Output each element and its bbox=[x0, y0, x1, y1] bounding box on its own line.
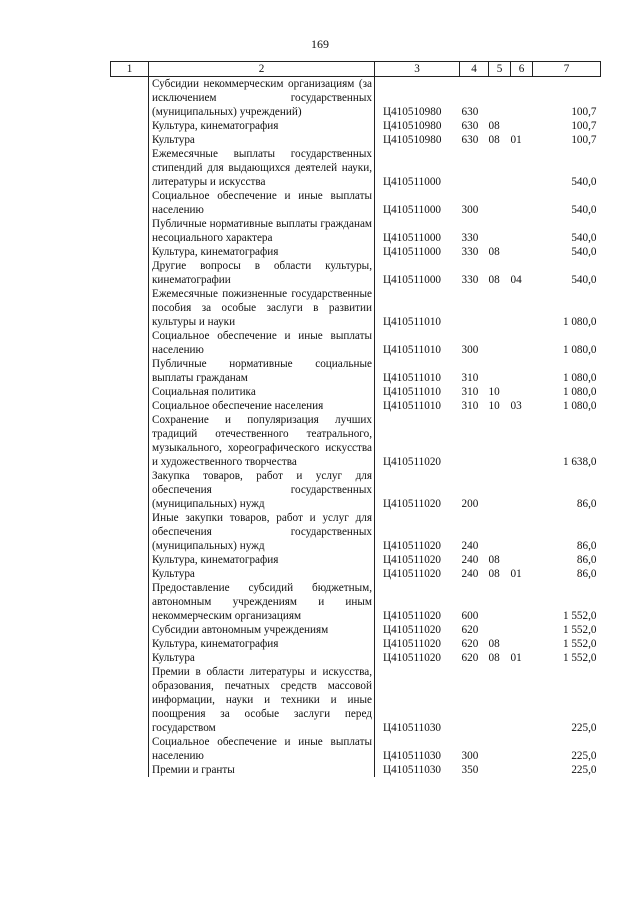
cell-empty bbox=[111, 189, 149, 217]
cell-name: Культура, кинематография bbox=[149, 553, 375, 567]
budget-table bbox=[110, 61, 601, 777]
cell-k4: 600 bbox=[461, 610, 479, 622]
cell-name: Иные закупки товаров, работ и услуг для обеспечения государственных (муниципальных) нужд bbox=[149, 511, 375, 553]
table-row bbox=[111, 413, 601, 469]
cell-k6 bbox=[511, 287, 533, 329]
cell-empty bbox=[111, 567, 149, 581]
cell-k6 bbox=[511, 357, 533, 385]
cell-amount: 86,0 bbox=[576, 554, 597, 566]
cell-k5: 08 bbox=[488, 638, 500, 650]
cell-k5: 10 bbox=[488, 400, 500, 412]
table-row bbox=[111, 399, 601, 413]
cell-name: Закупка товаров, работ и услуг для обеспечения государственных (муниципальных) нужд bbox=[149, 469, 375, 511]
cell-empty bbox=[111, 329, 149, 357]
table-row bbox=[111, 329, 601, 357]
column-header: 7 bbox=[533, 62, 601, 77]
cell-name: Культура bbox=[149, 133, 375, 147]
cell-empty bbox=[111, 651, 149, 665]
cell-name: Сохранение и популяризация лучших традиций отечественного театрального, музыкального, хореографического искусства и художественного творчества bbox=[149, 413, 375, 469]
cell-empty bbox=[111, 469, 149, 511]
cell-code: Ц410511000 bbox=[383, 274, 442, 286]
cell-name: Социальное обеспечение населения bbox=[149, 399, 375, 413]
cell-k5 bbox=[489, 413, 511, 469]
cell-amount: 86,0 bbox=[576, 540, 597, 552]
cell-k6: 01 bbox=[510, 134, 522, 146]
cell-empty bbox=[111, 147, 149, 189]
cell-code: Ц410511010 bbox=[383, 400, 442, 412]
cell-amount: 100,7 bbox=[571, 120, 597, 132]
cell-k4: 240 bbox=[461, 554, 479, 566]
cell-code: Ц410511020 bbox=[383, 624, 442, 636]
cell-empty bbox=[111, 763, 149, 777]
cell-amount: 1 080,0 bbox=[562, 400, 597, 412]
cell-empty bbox=[111, 133, 149, 147]
cell-name: Премии и гранты bbox=[149, 763, 375, 777]
table-row bbox=[111, 469, 601, 511]
column-header: 2 bbox=[149, 62, 375, 77]
cell-k5 bbox=[489, 623, 511, 637]
table-row bbox=[111, 567, 601, 581]
cell-code: Ц410511020 bbox=[383, 554, 442, 566]
cell-k6 bbox=[511, 553, 533, 567]
cell-k6 bbox=[511, 147, 533, 189]
cell-code: Ц410511000 bbox=[383, 204, 442, 216]
cell-amount: 1 080,0 bbox=[562, 386, 597, 398]
table-row bbox=[111, 385, 601, 399]
cell-k6 bbox=[511, 189, 533, 217]
cell-amount: 1 552,0 bbox=[562, 624, 597, 636]
cell-amount: 225,0 bbox=[571, 764, 597, 776]
cell-k6 bbox=[511, 623, 533, 637]
cell-code: Ц410511020 bbox=[383, 568, 442, 580]
table-row bbox=[111, 357, 601, 385]
cell-k6: 03 bbox=[510, 400, 522, 412]
cell-amount: 1 080,0 bbox=[562, 372, 597, 384]
cell-k6 bbox=[511, 77, 533, 120]
cell-k6 bbox=[511, 385, 533, 399]
cell-k6 bbox=[511, 217, 533, 245]
table-row bbox=[111, 763, 601, 777]
cell-k4: 200 bbox=[461, 498, 479, 510]
cell-k4: 310 bbox=[461, 372, 479, 384]
table-row bbox=[111, 189, 601, 217]
cell-k5: 08 bbox=[488, 652, 500, 664]
cell-amount: 225,0 bbox=[571, 750, 597, 762]
cell-code: Ц410511010 bbox=[383, 386, 442, 398]
cell-amount: 540,0 bbox=[571, 274, 597, 286]
cell-k5 bbox=[489, 147, 511, 189]
cell-k4: 330 bbox=[461, 274, 479, 286]
cell-code: Ц410510980 bbox=[383, 120, 442, 132]
cell-empty bbox=[111, 119, 149, 133]
cell-name: Культура bbox=[149, 567, 375, 581]
cell-k5: 08 bbox=[488, 568, 500, 580]
cell-empty bbox=[111, 385, 149, 399]
cell-k6 bbox=[511, 469, 533, 511]
table-row bbox=[111, 259, 601, 287]
cell-k5 bbox=[489, 735, 511, 763]
cell-code: Ц410511000 bbox=[383, 246, 442, 258]
table-row bbox=[111, 665, 601, 735]
cell-name: Социальное обеспечение и иные выплаты населению bbox=[149, 329, 375, 357]
cell-k6: 01 bbox=[510, 652, 522, 664]
cell-k4: 620 bbox=[461, 638, 479, 650]
cell-k5 bbox=[489, 511, 511, 553]
cell-amount: 1 080,0 bbox=[562, 316, 597, 328]
cell-name: Публичные нормативные выплаты гражданам несоциального характера bbox=[149, 217, 375, 245]
cell-code: Ц410511010 bbox=[383, 372, 442, 384]
cell-k6 bbox=[511, 581, 533, 623]
column-header: 4 bbox=[460, 62, 489, 77]
cell-amount: 225,0 bbox=[571, 722, 597, 734]
cell-code: Ц410511020 bbox=[383, 638, 442, 650]
table-row bbox=[111, 511, 601, 553]
table-row bbox=[111, 217, 601, 245]
cell-amount: 1 552,0 bbox=[562, 610, 597, 622]
cell-k4: 330 bbox=[461, 232, 479, 244]
cell-k5: 08 bbox=[488, 246, 500, 258]
cell-k5: 08 bbox=[488, 554, 500, 566]
cell-code: Ц410511020 bbox=[383, 540, 442, 552]
cell-k6 bbox=[511, 637, 533, 651]
cell-amount: 1 552,0 bbox=[562, 652, 597, 664]
column-number-header bbox=[111, 62, 601, 77]
cell-k6: 01 bbox=[510, 568, 522, 580]
cell-k4: 300 bbox=[461, 204, 479, 216]
cell-k4 bbox=[460, 665, 489, 735]
cell-k4: 310 bbox=[461, 400, 479, 412]
cell-code: Ц410511030 bbox=[383, 722, 442, 734]
cell-empty bbox=[111, 217, 149, 245]
cell-code: Ц410510980 bbox=[383, 106, 442, 118]
cell-amount: 540,0 bbox=[571, 232, 597, 244]
cell-k5 bbox=[489, 469, 511, 511]
cell-empty bbox=[111, 735, 149, 763]
cell-code: Ц410511020 bbox=[383, 610, 442, 622]
cell-name: Ежемесячные пожизненные государственные пособия за особые заслуги в развитии культуры и науки bbox=[149, 287, 375, 329]
cell-k4: 620 bbox=[461, 624, 479, 636]
table-row bbox=[111, 77, 601, 120]
cell-k4: 310 bbox=[461, 386, 479, 398]
column-header: 6 bbox=[511, 62, 533, 77]
cell-k5 bbox=[489, 665, 511, 735]
cell-amount: 100,7 bbox=[571, 106, 597, 118]
cell-name: Социальное обеспечение и иные выплаты населению bbox=[149, 735, 375, 763]
cell-k4 bbox=[460, 147, 489, 189]
cell-name: Социальное обеспечение и иные выплаты населению bbox=[149, 189, 375, 217]
table-row bbox=[111, 287, 601, 329]
cell-code: Ц410511020 bbox=[383, 498, 442, 510]
table-row bbox=[111, 651, 601, 665]
cell-k5: 08 bbox=[488, 274, 500, 286]
cell-k6 bbox=[511, 511, 533, 553]
table-row bbox=[111, 581, 601, 623]
cell-k4: 630 bbox=[461, 106, 479, 118]
cell-k5 bbox=[489, 287, 511, 329]
cell-k4: 330 bbox=[461, 246, 479, 258]
cell-empty bbox=[111, 665, 149, 735]
cell-k5 bbox=[489, 77, 511, 120]
cell-k5 bbox=[489, 357, 511, 385]
cell-k4: 630 bbox=[461, 120, 479, 132]
cell-code: Ц410511030 bbox=[383, 750, 442, 762]
table-row bbox=[111, 623, 601, 637]
cell-amount: 86,0 bbox=[576, 498, 597, 510]
cell-empty bbox=[111, 399, 149, 413]
page-number: 169 bbox=[311, 37, 329, 51]
cell-k4: 240 bbox=[461, 540, 479, 552]
cell-amount: 1 080,0 bbox=[562, 344, 597, 356]
cell-k6 bbox=[511, 413, 533, 469]
cell-code: Ц410511020 bbox=[383, 652, 442, 664]
cell-k5: 08 bbox=[488, 134, 500, 146]
cell-empty bbox=[111, 413, 149, 469]
table-row bbox=[111, 133, 601, 147]
cell-k4: 630 bbox=[461, 134, 479, 146]
cell-k6 bbox=[511, 329, 533, 357]
table-body bbox=[111, 77, 601, 778]
cell-k6 bbox=[511, 735, 533, 763]
cell-name: Другие вопросы в области культуры, кинематографии bbox=[149, 259, 375, 287]
cell-amount: 1 638,0 bbox=[562, 456, 597, 468]
cell-amount: 100,7 bbox=[571, 134, 597, 146]
cell-k4: 350 bbox=[461, 764, 479, 776]
column-header: 3 bbox=[375, 62, 460, 77]
cell-k5 bbox=[489, 329, 511, 357]
cell-k4: 620 bbox=[461, 652, 479, 664]
cell-name: Предоставление субсидий бюджетным, автономным учреждениям и иным некоммерческим организациям bbox=[149, 581, 375, 623]
cell-k6 bbox=[511, 665, 533, 735]
cell-k6: 04 bbox=[510, 274, 522, 286]
cell-k5: 10 bbox=[488, 386, 500, 398]
cell-k6 bbox=[511, 763, 533, 777]
cell-amount: 540,0 bbox=[571, 204, 597, 216]
cell-name: Субсидии некоммерческим организациям (за исключением государственных (муниципальных) учреждений) bbox=[149, 77, 375, 120]
table-row bbox=[111, 147, 601, 189]
cell-name: Культура, кинематография bbox=[149, 119, 375, 133]
cell-name: Премии в области литературы и искусства, образования, печатных средств массовой информации, науки и техники и иные поощрения за особые заслуги перед государством bbox=[149, 665, 375, 735]
cell-amount: 540,0 bbox=[571, 176, 597, 188]
column-header: 5 bbox=[489, 62, 511, 77]
cell-code: Ц410510980 bbox=[383, 134, 442, 146]
cell-k5: 08 bbox=[488, 120, 500, 132]
cell-amount: 540,0 bbox=[571, 246, 597, 258]
cell-k5 bbox=[489, 189, 511, 217]
cell-name: Культура, кинематография bbox=[149, 637, 375, 651]
cell-empty bbox=[111, 511, 149, 553]
cell-empty bbox=[111, 77, 149, 120]
cell-k4 bbox=[460, 413, 489, 469]
cell-code: Ц410511010 bbox=[383, 344, 442, 356]
cell-empty bbox=[111, 245, 149, 259]
cell-k5 bbox=[489, 217, 511, 245]
cell-empty bbox=[111, 287, 149, 329]
cell-amount: 1 552,0 bbox=[562, 638, 597, 650]
cell-k6 bbox=[511, 245, 533, 259]
cell-k6 bbox=[511, 119, 533, 133]
table-row bbox=[111, 119, 601, 133]
cell-empty bbox=[111, 259, 149, 287]
cell-name: Субсидии автономным учреждениям bbox=[149, 623, 375, 637]
cell-code: Ц410511000 bbox=[383, 176, 442, 188]
cell-k4 bbox=[460, 287, 489, 329]
table-row bbox=[111, 553, 601, 567]
cell-code: Ц410511030 bbox=[383, 764, 442, 776]
cell-code: Ц410511020 bbox=[383, 456, 442, 468]
cell-empty bbox=[111, 357, 149, 385]
cell-code: Ц410511000 bbox=[383, 232, 442, 244]
cell-name: Социальная политика bbox=[149, 385, 375, 399]
cell-empty bbox=[111, 623, 149, 637]
table-row bbox=[111, 735, 601, 763]
cell-k5 bbox=[489, 581, 511, 623]
cell-name: Культура, кинематография bbox=[149, 245, 375, 259]
cell-name: Ежемесячные выплаты государственных стипендий для выдающихся деятелей науки, литературы и искусства bbox=[149, 147, 375, 189]
cell-code: Ц410511010 bbox=[383, 316, 442, 328]
cell-k4: 300 bbox=[461, 750, 479, 762]
cell-k4: 240 bbox=[461, 568, 479, 580]
cell-k4: 300 bbox=[461, 344, 479, 356]
cell-empty bbox=[111, 553, 149, 567]
cell-empty bbox=[111, 637, 149, 651]
table-row bbox=[111, 245, 601, 259]
cell-k5 bbox=[489, 763, 511, 777]
cell-amount: 86,0 bbox=[576, 568, 597, 580]
cell-name: Публичные нормативные социальные выплаты гражданам bbox=[149, 357, 375, 385]
cell-name: Культура bbox=[149, 651, 375, 665]
cell-empty bbox=[111, 581, 149, 623]
table-row bbox=[111, 637, 601, 651]
column-header: 1 bbox=[111, 62, 149, 77]
